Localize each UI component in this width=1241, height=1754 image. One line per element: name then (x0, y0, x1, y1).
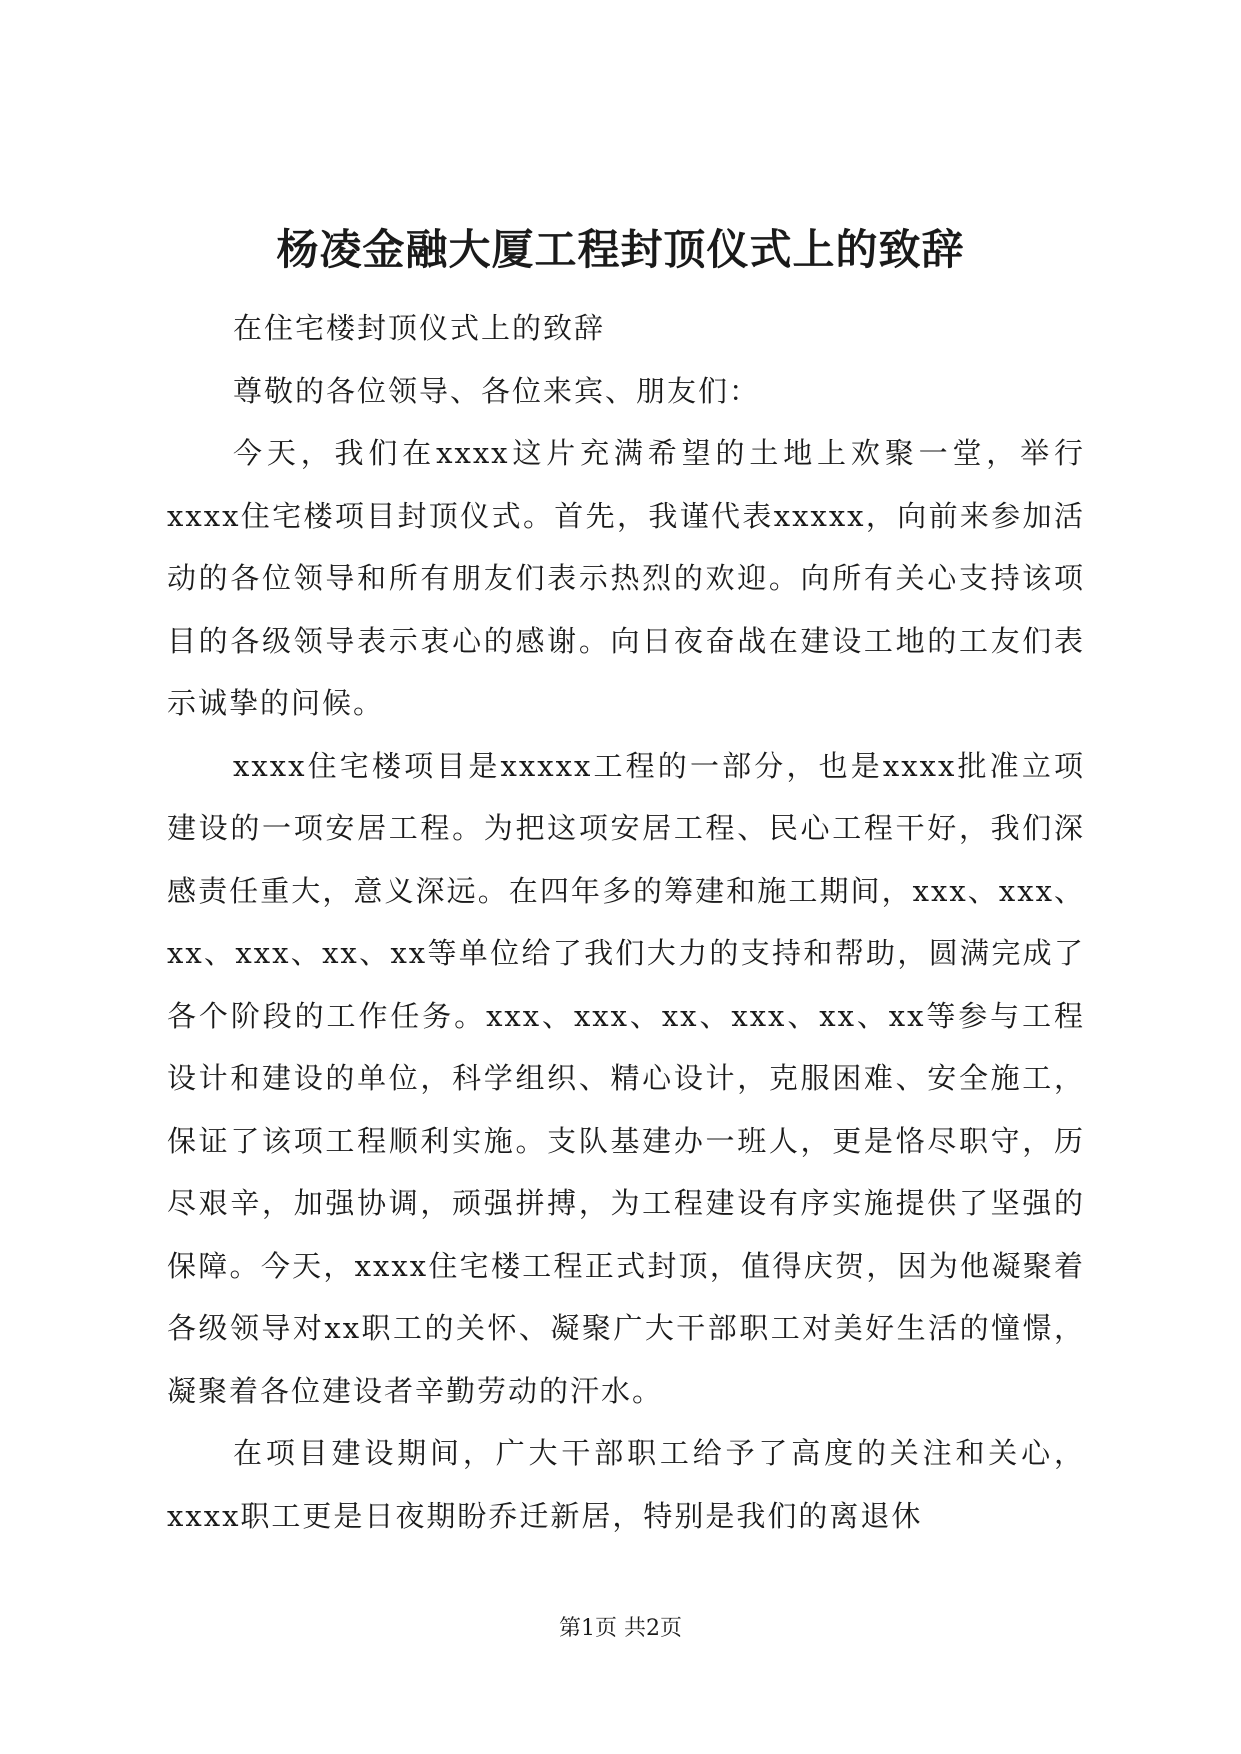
document-title: 杨凌金融大厦工程封顶仪式上的致辞 (276, 225, 965, 274)
paragraph-project: xxxx住宅楼项目是xxxxx工程的一部分，也是xxxx批准立项建设的一项安居工程。为把这项安居工程、民心工程干好，我们深感责任重大，意义深远。在四年多的筹建和施工期间，xxx、xxx、xx、xxx、xx、xx等单位给了我们大力的支持和帮助，圆满完成了各个阶段的工作任务。xxx、xxx、xx、xxx、xx、xx等参与工程设计和建设的单位，科学组织、精心设计，克服困难、安全施工，保证了该项工程顺利实施。支队基建办一班人，更是恪尽职守，历尽艰辛，加强协调，顽强拼搏，为工程建设有序实施提供了坚强的保障。今天，xxxx住宅楼工程正式封顶，值得庆贺，因为他凝聚着各级领导对xx职工的关怀、凝聚广大干部职工对美好生活的憧憬，凝聚着各位建设者辛勤劳动的汗水。 (167, 748, 1085, 1408)
paragraph-welcome: 今天，我们在xxxx这片充满希望的土地上欢聚一堂，举行xxxx住宅楼项目封顶仪式。首先，我谨代表xxxxx，向前来参加活动的各位领导和所有朋友们表示热烈的欢迎。向所有关心支持该项目的各级领导表示衷心的感谢。向日夜奋战在建设工地的工友们表示诚挚的问候。 (167, 436, 1085, 720)
paragraph-subtitle: 在住宅楼封顶仪式上的致辞 (233, 311, 606, 345)
paragraph-salutation: 尊敬的各位领导、各位来宾、朋友们： (233, 373, 761, 408)
document-body (167, 297, 1085, 1547)
paragraph-construction: 在项目建设期间，广大干部职工给予了高度的关注和关心，xxxx职工更是日夜期盼乔迁新居，特别是我们的离退休 (167, 1436, 1085, 1533)
page-number-footer: 第1页 共2页 (559, 1616, 682, 1641)
